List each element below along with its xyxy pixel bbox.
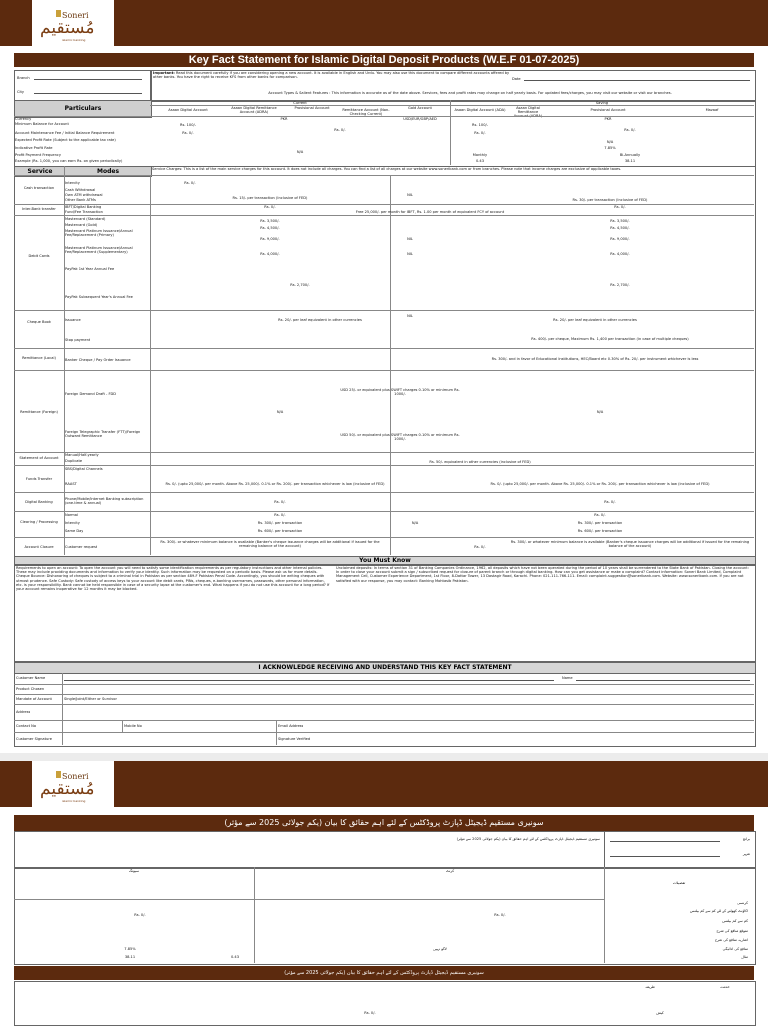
clearing-na: N/A bbox=[411, 521, 419, 525]
digital-value-left: Rs. 0/- bbox=[274, 500, 286, 504]
particulars-row-1: Currency bbox=[15, 117, 32, 121]
current-col-5: Gold Account bbox=[408, 106, 432, 110]
service-clearing: Clearing / Processing bbox=[20, 520, 58, 524]
ack-product: Product Chosen bbox=[16, 687, 45, 691]
particulars-row-6: Profit Payment Frequency bbox=[15, 153, 61, 157]
profit-rate-value: 7.85% bbox=[604, 146, 616, 150]
urdu-city-field[interactable] bbox=[610, 856, 720, 857]
urdu-example-1: 38.11 bbox=[124, 955, 136, 959]
service-remittance-foreign: Remittance (Foreign) bbox=[20, 410, 58, 414]
modes-header: Modes bbox=[64, 166, 152, 177]
urdu-particulars-header: تفصیلات bbox=[672, 881, 686, 885]
particulars-row-2: Minimum Balance for Account bbox=[15, 122, 69, 126]
mode-clearing-intercity: Intercity bbox=[65, 521, 80, 525]
card-supp-right: Rs. 4,000/- bbox=[610, 252, 630, 256]
urdu-modes-header: طریقہ bbox=[645, 985, 655, 989]
min-balance-1: Rs. 100/- bbox=[179, 123, 197, 127]
mode-pay-order: Banker Cheque / Pay Order Issuance bbox=[65, 358, 131, 362]
urdu-row-6: منافع کی ادائیگی bbox=[722, 947, 748, 951]
example-value-1: 0.43 bbox=[475, 159, 484, 163]
cash-value-mid: Rs. 15/- per transaction (Inclusive of FED) bbox=[232, 196, 308, 200]
current-header: Current bbox=[293, 101, 307, 105]
branch-city-block bbox=[14, 70, 152, 102]
cash-nil: NIL bbox=[407, 193, 413, 197]
service-funds-transfer: Funds Transfer bbox=[25, 477, 53, 481]
customer-name-field[interactable] bbox=[64, 680, 554, 681]
cash-value-right: Rs. 30/- per transaction (Inclusive of FED) bbox=[572, 198, 648, 202]
urdu-row-4: متوقع منافع کی شرح bbox=[716, 929, 748, 933]
logo-mark-icon bbox=[56, 10, 61, 17]
mode-other-atm: Other Bank ATMs bbox=[65, 198, 96, 202]
kfs-urdu-page bbox=[0, 761, 768, 1024]
mode-sbs-digital: SBS/Digital Channels bbox=[65, 467, 103, 471]
service-remittance-local: Remittance (Local) bbox=[22, 356, 56, 360]
card-paypak-left: Rs. 2,700/- bbox=[290, 283, 310, 287]
cash-value-left: Rs. 0/- bbox=[184, 181, 196, 185]
page-divider bbox=[0, 753, 768, 761]
service-charges-note: Service Charges: This is a list of the main service charges for this account. It does not include all charges. You can find a list of all charges at our website www.soneribank.com or from branches. Please note that income charges are exclusive of applicable taxes. bbox=[152, 167, 622, 171]
clearing-intercity-right: Rs. 300/- per transaction bbox=[577, 521, 623, 525]
digital-value-right: Rs. 0/- bbox=[604, 500, 616, 504]
must-know-left: Requirements to open an account: To open the account you will need to satisfy some identification requirements as per regulatory instructions and other internal policies. These may include providing documents and information to verify your identity. Such information may be requested on a periodic basis. Please ask us for more details. Cheque Bounce: Dishonoring of cheques is subject to a criminal trial in Pakistan as per section 489-F Pakistan Penal Code. Accordingly, you should be writing cheques with utmost prudence. Safe Custody: Safe custody of access keys to your account like debit cards, PINs, cheques, e-banking usernames, passwords, other personal information, etc. is your responsibility. Bank cannot be held responsible in case of a security lapse at the customer's end. What happens if you do not use this account for a long period? If your account remains inoperative for 12 months it may be blocked. bbox=[16, 566, 330, 592]
urdu-rs0-3: Rs. 0/- bbox=[364, 1011, 376, 1015]
service-header: Service bbox=[14, 166, 66, 177]
urdu-profit-rate: 7.85% bbox=[124, 947, 136, 951]
brand-subtitle: islamic banking bbox=[62, 799, 86, 803]
clearing-sameday-left: Rs. 600/- per transaction bbox=[257, 529, 303, 533]
brand-subtitle: islamic banking bbox=[62, 38, 86, 42]
current-col-2: Asaan Digital Remittance Account (ADRA) bbox=[231, 106, 277, 115]
mode-paypak-subsequent: PayPak Subsequent Year's Annual Fee bbox=[65, 295, 133, 299]
service-statement: Statement of Account bbox=[19, 456, 59, 460]
urdu-saving-header: سیونگ bbox=[128, 869, 140, 873]
mode-mc-platinum-supp: Mastercard Platinum Issuance/Annual Fee/Replacement (Supplementary) bbox=[65, 246, 133, 255]
clearing-intercity-left: Rs. 300/- per transaction bbox=[257, 521, 303, 525]
logo-mark-icon bbox=[56, 771, 61, 778]
particulars-row-4: Expected Profit Rate (Subject to the applicable tax rate) bbox=[15, 138, 116, 142]
mode-mc-platinum-primary: Mastercard Platinum Issuance/Annual Fee/Replacement (Primary) bbox=[65, 229, 133, 238]
particulars-row-7: Example (Rs. 1,000, you can earn Rs. on given periodically) bbox=[15, 159, 123, 163]
particulars-header: Particulars bbox=[14, 100, 152, 118]
cheque-value-left: Rs. 20/- per leaf equivalent in other currencies bbox=[278, 318, 362, 322]
urdu-row-1: کرنسی bbox=[737, 901, 748, 905]
urdu-row-3: کم سے کم بیلنس bbox=[722, 919, 748, 923]
branch-label: Branch bbox=[17, 76, 30, 80]
indicative-na: N/A bbox=[606, 140, 614, 144]
urdu-page-title: سونیری مستقیم ڈیجیٹل ڈپازٹ پروڈکٹس کے لئے اہم حقائق کا بیان (یکم جولائی 2025 سے مؤثر) bbox=[14, 815, 754, 831]
urdu-row-5: اشاریہ منافع کی شرح bbox=[714, 938, 748, 942]
brand-urdu-name: مُستقیم bbox=[40, 18, 95, 38]
mode-intercity: Intercity bbox=[65, 181, 80, 185]
urdu-branch-field[interactable] bbox=[610, 841, 720, 842]
expected-profit-na: N/A bbox=[296, 150, 304, 154]
ack-email: Email Address bbox=[278, 724, 304, 728]
saving-col-3: Provisional Account bbox=[590, 108, 626, 112]
mode-cash-withdrawal: Cash Withdrawal bbox=[65, 188, 96, 192]
card-plat-right: Rs. 9,000/- bbox=[610, 237, 630, 241]
mode-stop-payment: Stop payment bbox=[65, 338, 91, 342]
date-field[interactable] bbox=[524, 80, 750, 81]
brand-logo-urdu bbox=[32, 761, 114, 807]
card-supp-left: Rs. 4,000/- bbox=[260, 252, 280, 256]
account-types-note: Account Types & Salient Features : This information is accurate as of the date above. Services, fees and profit rates may change on half yearly basis. For updated fees/charges, you may visit our website or visit our branches. bbox=[268, 91, 672, 95]
date-label: Date bbox=[512, 77, 521, 81]
fdd-value: USD 25/- or equivalent plus SWIFT charges 0.10% or minimum Rs. 1000/- bbox=[340, 388, 460, 397]
mode-fund: Fund/Fee Transaction bbox=[65, 210, 103, 214]
service-ibft: Inter-Bank transfer bbox=[22, 207, 56, 211]
service-account-closure: Account Closure bbox=[24, 545, 54, 549]
min-balance-6: Rs. 0/- bbox=[624, 128, 636, 132]
city-label: City bbox=[17, 90, 25, 94]
card-paypak-right: Rs. 2,700/- bbox=[610, 283, 630, 287]
funds-transfer-value-right: Rs. 0/- (upto 25,000/- per month. Above Rs. 25,000/- 0.1% or Rs. 200/- per transaction whichever is low (inclusive of FED) bbox=[490, 482, 710, 486]
card-nil-2: NIL bbox=[407, 252, 413, 256]
service-cash: Cash transaction bbox=[23, 186, 55, 190]
min-balance-3: Rs. 0/- bbox=[334, 128, 346, 132]
particulars-row-5: Indicative Profit Rate bbox=[15, 146, 53, 150]
mode-manual-half: Manual/Half-yearly bbox=[65, 453, 99, 457]
particulars-row-3: Account Maintenance Fee / Initial Balance Requirement bbox=[15, 131, 115, 135]
saving-header: Saving bbox=[595, 101, 609, 105]
card-nil-1: NIL bbox=[407, 237, 413, 241]
urdu-row-7: مثال bbox=[741, 955, 748, 959]
branch-field[interactable] bbox=[34, 79, 142, 80]
saving-col-1: Asaan Digital Account (ADA) bbox=[454, 108, 506, 112]
ack-mobile: Mobile No bbox=[124, 724, 142, 728]
mode-mc-standard: Mastercard (Standard) bbox=[65, 217, 106, 221]
urdu-intro-text: سونیری مستقیم ڈیجیٹل ڈپازٹ پروڈکٹس کے لئے اہم حقائق کا بیان (یکم جولائی 2025 سے مؤثر) bbox=[456, 837, 600, 841]
page-title: Key Fact Statement for Islamic Digital Deposit Products (W.E.F 01-07-2025) bbox=[14, 53, 754, 67]
bi-annual-value: Bi-Annually bbox=[619, 153, 641, 157]
saving-col-4: Mazaaf bbox=[705, 108, 719, 112]
ibft-value-left: Rs. 0/- bbox=[264, 205, 276, 209]
important-label: Important: bbox=[153, 71, 175, 75]
closure-value-right: Rs. 300/- or whatever minimum balance is available (Banker's cheque issuance charges will be additional if issued for the remaining balance of the account) bbox=[510, 540, 750, 549]
ack-signature: Customer Signature bbox=[16, 737, 52, 741]
important-text-block bbox=[153, 71, 513, 87]
mode-normal: Normal bbox=[65, 513, 79, 517]
min-balance-4: Rs. 100/- bbox=[471, 123, 489, 127]
urdu-row-2: اکاؤنٹ کھولنے کے لئے کم سے کم بیلنس bbox=[690, 909, 748, 913]
urdu-na: لاگو نہیں bbox=[433, 947, 447, 951]
urdu-example-2: 0.43 bbox=[230, 955, 239, 959]
ibft-value-mid: Free 25,000/- per month for IBFT, Rs. 1.00 per month of equivalent FCY of account bbox=[355, 210, 505, 214]
service-debit-cards: Debit Cards bbox=[28, 254, 50, 258]
ack-sig-verified: Signature Verified bbox=[278, 737, 311, 741]
currency-current: PKR bbox=[280, 117, 288, 121]
you-must-know-header: You Must Know bbox=[14, 556, 756, 566]
ack-mandate: Mandate of Account bbox=[16, 697, 52, 701]
ack-name-right: Name bbox=[562, 676, 573, 680]
statement-value: Rs. 50/- equivalent in other currencies (inclusive of FED) bbox=[429, 460, 531, 464]
urdu-branch-label: برانچ bbox=[742, 837, 750, 841]
stop-payment-value: Rs. 400/- per cheque, Maximum Rs. 1,400 per transaction (in case of multiple cheques) bbox=[531, 337, 689, 341]
mode-cheque-issuance: Issuance bbox=[65, 318, 81, 322]
card-gold-left: Rs. 4,500/- bbox=[260, 226, 280, 230]
funds-transfer-value-left: Rs. 0/- (upto 25,000/- per month. Above Rs. 25,000/- 0.1% or Rs. 200/- per transaction whichever is low (inclusive of FED) bbox=[165, 482, 385, 486]
service-cheque-book: Cheque Book bbox=[27, 320, 51, 324]
mode-ftt: Foreign Telegraphic Transfer (FTT)/Foreign Outward Remittance bbox=[65, 430, 141, 439]
mode-same-day: Same Day bbox=[65, 529, 84, 533]
closure-value-left: Rs. 300/- or whatever minimum balance is available (Banker's cheque issuance charges will be additional if issued for the remaining balance of the account) bbox=[160, 540, 380, 549]
urdu-rs0-2: Rs. 0/- bbox=[134, 913, 146, 917]
header-band bbox=[0, 0, 768, 46]
city-field[interactable] bbox=[34, 93, 142, 94]
mode-raast: RAAST bbox=[65, 482, 77, 486]
ftt-value: USD 50/- or equivalent plus SWIFT charges 0.10% or minimum Rs. 1000/- bbox=[340, 433, 460, 442]
saving-col-2: Asaan Digital Remittance Account (ADRA) bbox=[513, 106, 543, 119]
foreign-na-right: N/A bbox=[596, 410, 604, 414]
current-col-1: Asaan Digital Account bbox=[168, 108, 208, 112]
ibft-value-right: Rs. 0/- bbox=[614, 205, 626, 209]
acknowledgement-header: I ACKNOWLEDGE RECEIVING AND UNDERSTAND THIS KEY FACT STATEMENT bbox=[14, 662, 756, 674]
clearing-normal-left: Rs. 0/- bbox=[274, 513, 286, 517]
min-balance-2: Rs. 0/- bbox=[182, 131, 194, 135]
currency-fcy: USD/EUR/GBP/AED bbox=[403, 117, 437, 121]
monthly-value: Monthly bbox=[472, 153, 488, 157]
current-col-4: Remittance Account (Non-Checking Current) bbox=[342, 108, 390, 117]
mode-fdd: Foreign Demand Draft - FDD bbox=[65, 392, 117, 396]
brand-name: Soneri bbox=[62, 772, 89, 781]
urdu-service-header: خدمت bbox=[720, 985, 730, 989]
important-text: Read this document carefully if you are considering opening a new account. It is available in English and Urdu. You may also use this document to compare different accounts offered by other banks. You have the right to receive KFS from other banks for comparison. bbox=[153, 71, 510, 80]
cheque-nil: NIL bbox=[407, 314, 413, 318]
current-col-3: Provisional Account bbox=[294, 106, 330, 110]
remittance-local-value: Rs. 300/- and in favor of Educational Institutions, HEC/Board etc 0.30% of Rs. 20/- per instrument whichever is less bbox=[491, 357, 699, 361]
bank-name-field[interactable] bbox=[576, 680, 750, 681]
mode-mc-gold: Mastercard (Gold) bbox=[65, 223, 98, 227]
clearing-normal-right: Rs. 0/- bbox=[594, 513, 606, 517]
ack-address: Address bbox=[16, 710, 31, 714]
clearing-sameday-right: Rs. 600/- per transaction bbox=[577, 529, 623, 533]
urdu-cash-label: کیش bbox=[656, 1011, 664, 1015]
foreign-na-left: N/A bbox=[276, 410, 284, 414]
brand-name: Soneri bbox=[62, 11, 89, 20]
min-balance-5: Rs. 0/- bbox=[474, 131, 486, 135]
urdu-service-charges-bar: سونیری مستقیم ڈیجیٹل ڈپازٹ پروڈکٹس کے لئے اہم حقائق کا بیان (یکم جولائی 2025 سے مؤثر) bbox=[14, 966, 754, 980]
card-plat-left: Rs. 9,000/- bbox=[260, 237, 280, 241]
service-digital-banking: Digital Banking bbox=[25, 500, 53, 504]
urdu-rs0-1: Rs. 0/- bbox=[494, 913, 506, 917]
mandate-value: Single/Joint/Either or Survivor bbox=[64, 697, 117, 701]
ack-contact: Contact No bbox=[16, 724, 37, 728]
card-std-left: Rs. 3,500/- bbox=[260, 219, 280, 223]
closure-rs0: Rs. 0/- bbox=[474, 545, 486, 549]
currency-saving: PKR bbox=[604, 117, 612, 121]
mode-customer-request: Customer request bbox=[65, 545, 98, 549]
mode-duplicate: Duplicate bbox=[65, 459, 83, 463]
card-gold-right: Rs. 4,500/- bbox=[610, 226, 630, 230]
example-value-2: 38.11 bbox=[624, 159, 636, 163]
cheque-value-right: Rs. 20/- per leaf equivalent in other currencies bbox=[553, 318, 637, 322]
mode-ibft: IBFT/Digital Banking bbox=[65, 205, 102, 209]
ack-customer-name: Customer Name bbox=[16, 676, 46, 680]
brand-logo bbox=[32, 0, 114, 46]
mode-own-atm: Own ATM withdrawal bbox=[65, 193, 103, 197]
urdu-city-label: شہر bbox=[742, 852, 750, 856]
header-band-urdu bbox=[0, 761, 768, 807]
brand-urdu-name: مُستقیم bbox=[40, 779, 95, 799]
must-know-right: Unclaimed deposits: In terms of section 31 of Banking Companies Ordinance, 1962, all deposits which have not been operated during the period of 10 years shall be surrendered to the State Bank of Pakistan. Closing the account: In order to close your account submit a sign / subscribed request for closure of parent branch or through digital banking. How can you get assistance or make a complaint? Contact information: Soneri Bank Limited, Complaint Management Cell, Customer Experience Department, 1st Floor, 8-Dattar Tower, 13 Dastagir Road, Karachi. Phone: 021-111-766-111. Email: complaint.suggestion@soneribank.com. Website: www.soneribank.com. If you are not satisfied with our response, you may contact: Banking Mohtasib Pakistan. bbox=[336, 566, 749, 583]
mode-digital-subscription: Phone/Mobile/Internet Banking subscription (one-time & annual) bbox=[65, 497, 144, 506]
mode-paypak-first: PayPak 1st Year Annual Fee bbox=[65, 267, 115, 271]
card-std-right: Rs. 3,500/- bbox=[610, 219, 630, 223]
urdu-current-header: کرنٹ bbox=[445, 869, 455, 873]
